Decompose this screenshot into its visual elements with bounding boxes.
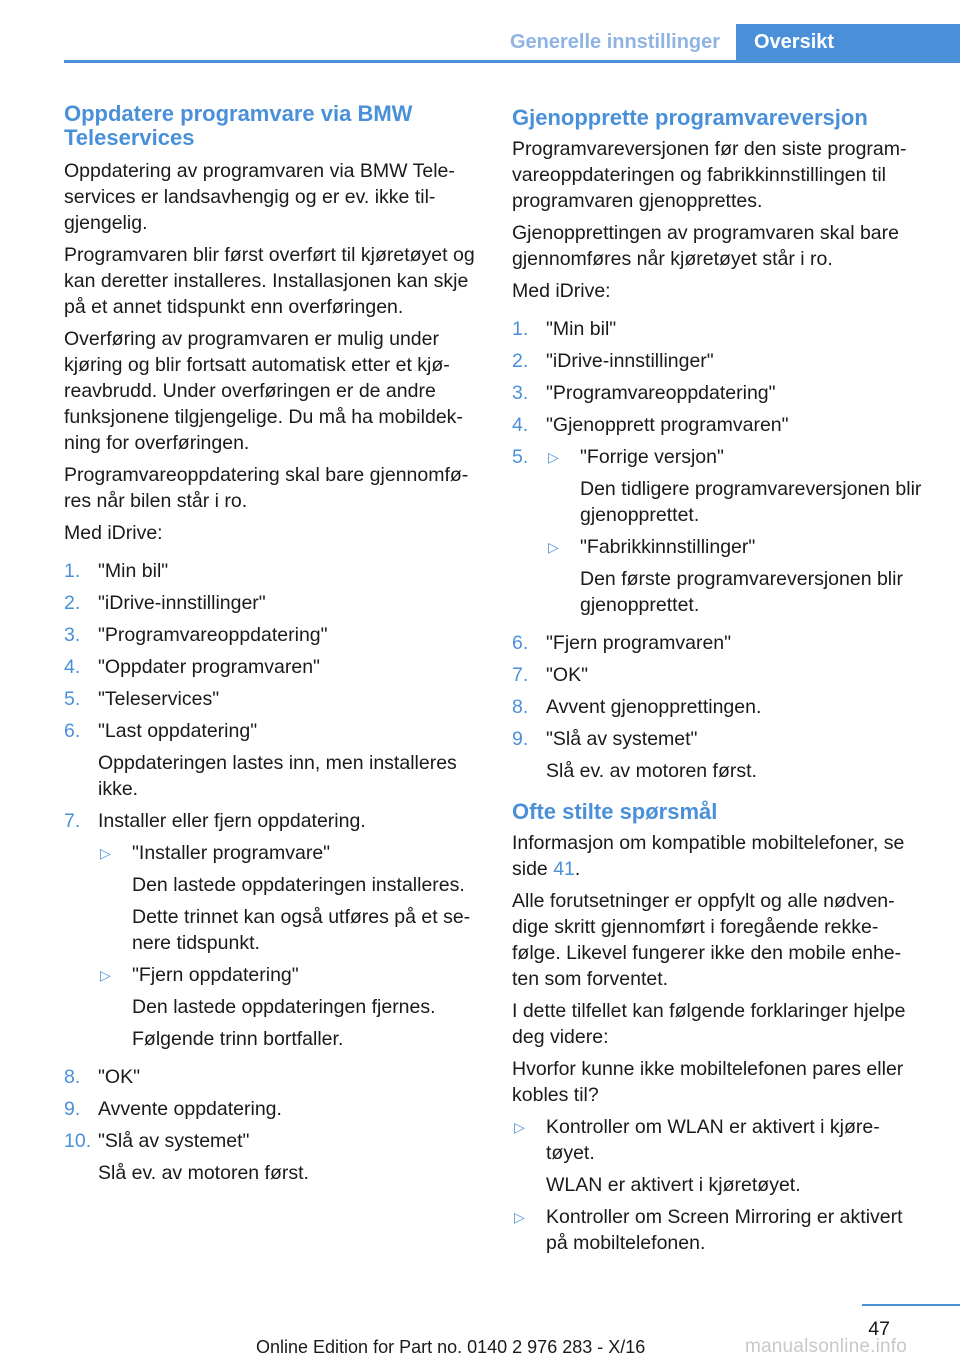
steps-list [64, 558, 480, 1186]
step-text: Avvente oppdatering. [98, 1098, 282, 1120]
step-text: "Slå av systemet" [98, 1130, 250, 1152]
paragraph: Oppdatering av programvaren via BMW Tele‐services er landsavhengig og er ev. ikke til‐gjengelig. [64, 160, 455, 234]
footer-rule [862, 1304, 960, 1306]
triangle-right-icon: ▷ [100, 845, 111, 861]
section-title-teleservices: Oppdatere programvare via BMW Teleservices [64, 101, 413, 150]
sub-option [546, 534, 922, 618]
triangle-right-icon: ▷ [100, 967, 111, 983]
page-number: 47 [868, 1318, 890, 1340]
step-text: "iDrive-innstillinger" [98, 592, 266, 614]
step-number: 2. [512, 350, 529, 372]
sub-option-text: "Fjern oppdatering" [132, 964, 299, 986]
left-column [64, 102, 480, 1192]
step-text: "Fjern programvaren" [546, 632, 732, 654]
sub-option-note: Den tidligere programvareversjonen blir gjenopprettet. [580, 478, 922, 526]
step-number: 6. [512, 632, 529, 654]
paragraph: Hvorfor kunne ikke mobiltelefonen pares eller kobles til? [512, 1058, 904, 1106]
section-title-restore: Gjenopprette programvareversjon [512, 105, 868, 130]
steps-list [512, 316, 922, 784]
step-note: Slå ev. av motoren først. [98, 1162, 309, 1184]
step-number: 6. [64, 720, 81, 742]
step-number: 2. [64, 592, 81, 614]
paragraph: Med iDrive: [64, 522, 163, 544]
step-text: "OK" [98, 1066, 141, 1088]
paragraph: Programvareoppdatering skal bare gjennomfø‐res når bilen står i ro. [64, 464, 469, 512]
triangle-right-icon: ▷ [514, 1119, 525, 1135]
step-text: Avvent gjenopprettingen. [546, 696, 762, 718]
list-item [64, 808, 480, 1058]
step-number: 8. [512, 696, 529, 718]
triangle-right-icon: ▷ [514, 1209, 525, 1225]
step-number: 9. [512, 728, 529, 750]
sub-option-text: "Fabrikkinnstillinger" [580, 536, 756, 558]
page-link[interactable]: 41 [553, 858, 575, 880]
section-title-faq: Ofte stilte spørsmål [512, 799, 718, 824]
sub-option-note: Den lastede oppdateringen fjernes. [132, 996, 436, 1018]
paragraph: Programvaren blir først overført til kjøretøyet og kan deretter installeres. Installasjonen kan skje på et annet tidspunkt enn overføringen. [64, 244, 475, 318]
sub-options-list [98, 840, 480, 1052]
triangle-right-icon: ▷ [548, 539, 559, 555]
step-note: Oppdateringen lastes inn, men installeres ikke. [98, 752, 457, 800]
sub-option [98, 840, 480, 956]
step-note: Slå ev. av motoren først. [546, 760, 757, 782]
step-number: 5. [64, 688, 81, 710]
step-text: "Min bil" [98, 560, 169, 582]
list-item [512, 412, 922, 438]
step-text: Installer eller fjern oppdatering. [98, 810, 366, 832]
list-item [64, 1096, 480, 1122]
list-item [512, 380, 922, 406]
watermark: manualsonline.info [745, 1336, 908, 1357]
step-number: 7. [512, 664, 529, 686]
paragraph [512, 830, 922, 882]
bullet-text: Kontroller om WLAN er aktivert i kjøre‐tøyet. [546, 1116, 880, 1164]
sub-option [546, 444, 922, 528]
sub-option [98, 962, 480, 1052]
list-item [512, 662, 922, 688]
paragraph: Med iDrive: [512, 280, 611, 302]
list-item [512, 348, 922, 374]
paragraph: I dette tilfellet kan følgende forklaringer hjelpe deg videre: [512, 1000, 906, 1048]
step-number: 3. [64, 624, 81, 646]
right-column [512, 102, 922, 1262]
list-item [512, 726, 922, 784]
step-number: 10. [64, 1130, 92, 1152]
sub-option-note: Dette trinnet kan også utføres på et se‐nere tidspunkt. [132, 906, 471, 954]
paragraph-text: Informasjon om kompatible mobiltelefoner, se side [512, 832, 905, 880]
header-rule [64, 60, 960, 63]
sub-option-text: "Installer programvare" [132, 842, 331, 864]
step-text: "Gjenopprett programvaren" [546, 414, 789, 436]
faq-bullet [512, 1114, 922, 1198]
header-section-tab: Generelle innstillinger [494, 24, 736, 60]
step-number: 4. [64, 656, 81, 678]
step-text: "Slå av systemet" [546, 728, 698, 750]
paragraph: Programvareversjonen før den siste program‐vareoppdateringen og fabrikkinnstillingen til programvaren gjenopprettes. [512, 138, 907, 212]
sub-option-note: Den lastede oppdateringen installeres. [132, 874, 465, 896]
step-number: 9. [64, 1098, 81, 1120]
list-item [64, 590, 480, 616]
list-item [64, 622, 480, 648]
paragraph: Alle forutsetninger er oppfylt og alle nødven‐dige skritt gjennomført i foregående rekke‐følge. Likevel fungerer ikke den mobile enhe‐ten som forventet. [512, 890, 902, 990]
triangle-right-icon: ▷ [548, 449, 559, 465]
list-item [512, 316, 922, 342]
paragraph: Gjenopprettingen av programvaren skal bare gjennomføres når kjøretøyet står i ro. [512, 222, 899, 270]
list-item [64, 558, 480, 584]
step-text: "Last oppdatering" [98, 720, 258, 742]
paragraph: Overføring av programvaren er mulig under kjøring og blir fortsatt automatisk etter et kjø‐reavbrudd. Under overføringen er de andre funksjonene tilgjengelige. Du må ha mobildek‐ning for overføringen. [64, 328, 463, 454]
step-number: 4. [512, 414, 529, 436]
list-item [512, 444, 922, 624]
step-number: 5. [512, 446, 529, 468]
footer-edition [256, 1337, 645, 1358]
list-item [64, 1128, 480, 1186]
step-text: "Min bil" [546, 318, 617, 340]
step-text: "OK" [546, 664, 589, 686]
faq-bullet [512, 1204, 922, 1256]
step-number: 1. [64, 560, 81, 582]
faq-bullets [512, 1114, 922, 1256]
step-number: 3. [512, 382, 529, 404]
sub-option-text: "Forrige versjon" [580, 446, 724, 468]
sub-options-list [546, 444, 922, 618]
list-item [64, 1064, 480, 1090]
step-text: "Programvareoppdatering" [98, 624, 328, 646]
step-number: 1. [512, 318, 529, 340]
bullet-note: WLAN er aktivert i kjøretøyet. [546, 1174, 801, 1196]
step-text: "Teleservices" [98, 688, 220, 710]
header-active-tab: Oversikt [736, 24, 960, 60]
step-text: "Oppdater programvaren" [98, 656, 320, 678]
step-number: 8. [64, 1066, 81, 1088]
list-item [64, 654, 480, 680]
list-item [64, 718, 480, 802]
edition-text: Online Edition for Part no. 0140 2 976 283 - X/16 [256, 1337, 646, 1357]
step-number: 7. [64, 810, 81, 832]
step-text: "Programvareoppdatering" [546, 382, 776, 404]
paragraph-text: . [574, 858, 581, 880]
list-item [64, 686, 480, 712]
list-item [512, 630, 922, 656]
list-item [512, 694, 922, 720]
sub-option-note: Følgende trinn bortfaller. [132, 1028, 344, 1050]
step-text: "iDrive-innstillinger" [546, 350, 714, 372]
sub-option-note: Den første programvareversjonen blir gjenopprettet. [580, 568, 903, 616]
bullet-text: Kontroller om Screen Mirroring er aktivert på mobiltelefonen. [546, 1206, 903, 1254]
